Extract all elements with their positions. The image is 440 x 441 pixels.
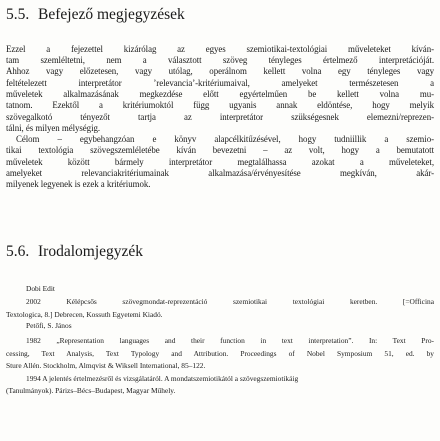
reference-line: cessing, Text Analysis, Text Typology and Attribution. Proceedings of Nobel Symposium 51, ed. by	[6, 349, 434, 358]
section-title: Irodalomjegyzék	[38, 243, 144, 260]
text-line: Ezzel a fejezettel kizárólag az egyes szemiotikai-textológiai műveleteket kíván-	[6, 44, 434, 54]
section-heading-bibliography	[6, 243, 143, 261]
text-line: tálni, és milyen mélységig.	[6, 123, 101, 133]
reference-line: Textologica, 8.] Debrecen, Kossuth Egyetemi Kiadó.	[6, 310, 163, 319]
text-line: tikai textológia szövegszemléletébe kíván bevezetni – az volt, hogy a bemutatott	[6, 145, 434, 155]
text-line: műveletek között bármely interpretátor megtalálhassa azokat a műveleteket,	[6, 157, 434, 167]
reference-line: 1982 „Representation languages and their function in text interpretation”. In: Text Pro-	[26, 336, 434, 345]
reference-line: 2002 Kélépcsős szövegmondat-reprezentáció szemiotikai textológiai keretben. [=Officina	[26, 297, 434, 306]
section-number: 5.6.	[6, 243, 30, 260]
text-line: tam szemléltetni, nem a választott szöveg tényleges értelmező interpretációját.	[6, 55, 434, 65]
text-line: amelyeket relevanciakritériumainak alkalmazása/érvényesítése megkíván, akár-	[6, 168, 434, 178]
reference-line: 1994 A jelentés értelmezésről és vizsgálatáról. A mondatszemiotikától a szövegszemiotikáig	[26, 374, 299, 383]
reference-line: (Tanulmányok). Párizs–Bécs–Budapest, Magyar Műhely.	[6, 386, 176, 395]
section-title: Befejező megjegyzések	[38, 6, 185, 23]
text-line: Ahhoz vagy előzetesen, vagy utólag, operálnom kellett volna egy tényleges vagy	[6, 66, 434, 76]
text-line: Célom – egybehangzóan e könyv alapcélkitűzésével, hogy tudniillik a szemio-	[16, 134, 434, 144]
section-number: 5.5.	[6, 6, 30, 23]
text-line: szövegalkotó tényezőt tartja az interpretátor szükségesnek elemezni/reprezen-	[6, 112, 434, 122]
text-line: feltételezett interpretátor ’relevancia’-kritériumaival, amelyeket természetesen a	[6, 78, 434, 88]
reference-author: Dobi Edit	[26, 284, 55, 293]
reference-author: Petőfi, S. János	[26, 321, 72, 330]
text-line: műveletek alkalmazásának megkezdése előtt egyértelműen be kellett volna mu-	[6, 89, 434, 99]
text-line: milyenek legyenek is ezek a kritériumok.	[6, 179, 151, 189]
text-line: tatnom. Ezektől a kritériumoktól függ ugyanis annak eldöntése, hogy melyik	[6, 100, 434, 110]
section-heading-conclusion	[6, 6, 185, 24]
reference-line: Sture Allén. Stockholm, Almqvist & Wiksell International, 85–122.	[6, 361, 206, 370]
